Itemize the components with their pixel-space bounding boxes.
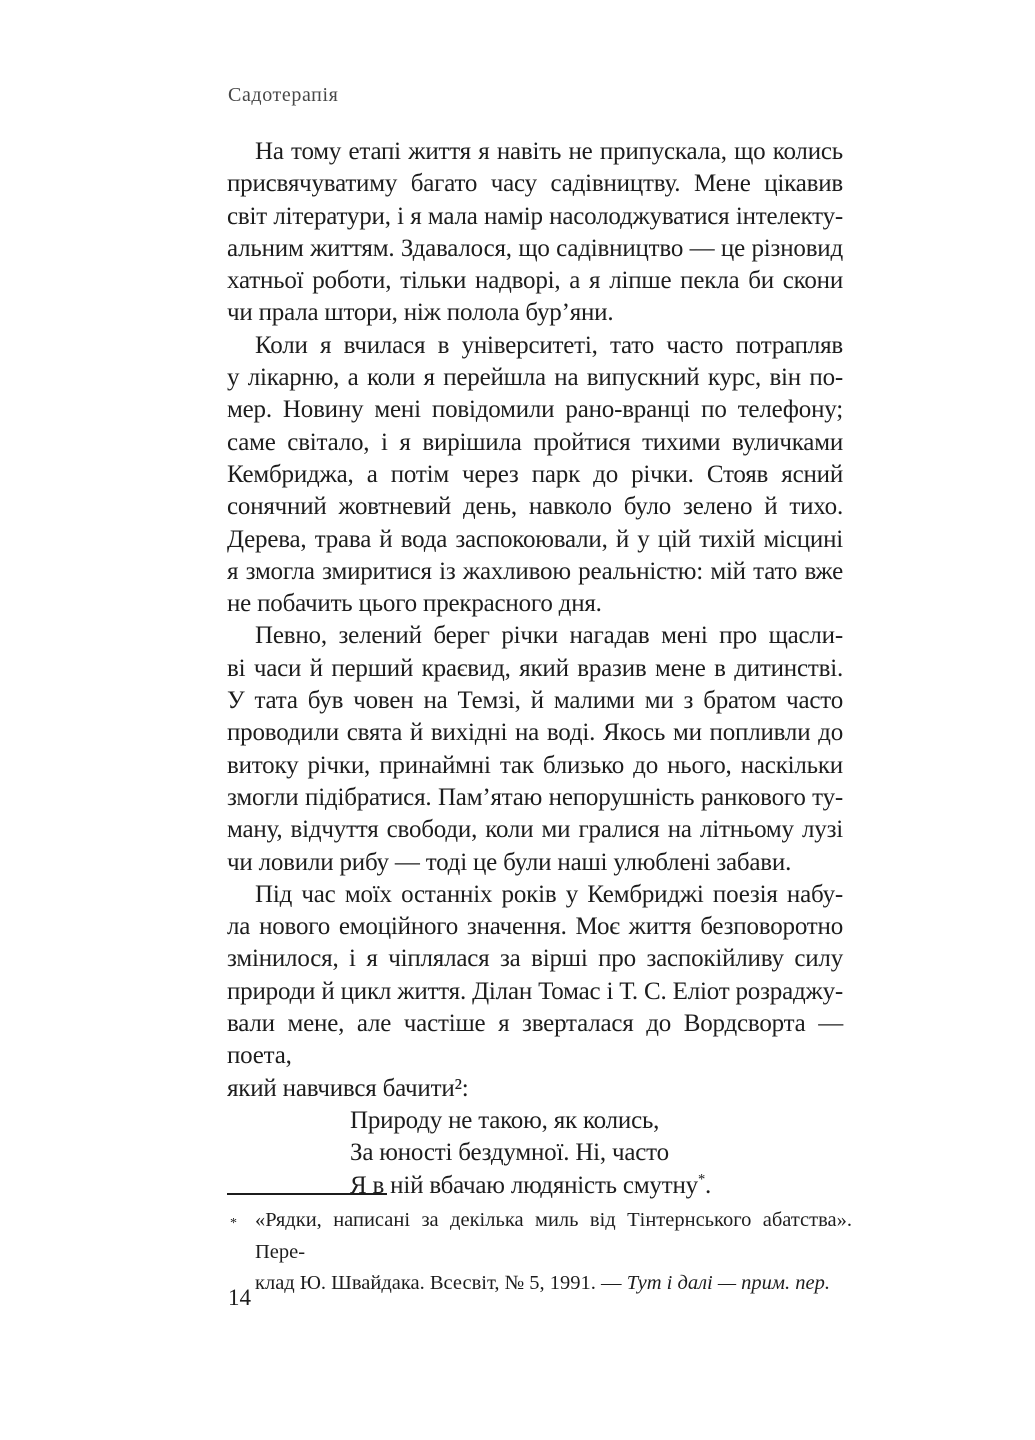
text-line: чи ловили рибу — тоді це були наші улюблені забави. [227,848,792,876]
footnote-marker: * [230,1216,237,1231]
text-line: ману, відчуття свободи, коли ми гралися на літньому лузі [227,816,843,844]
footnote-translator-note: Тут і далі — прим. пер. [626,1272,830,1294]
text-line: який навчився бачити²: [227,1074,469,1102]
poem-line-period: . [705,1171,712,1199]
text-line: природи й цикл життя. Ділан Томас і Т. С. Еліот розраджу- [227,977,843,1005]
text-line: світ літератури, і я мала намір насолоджуватися інтелекту- [227,202,843,230]
footnote-rule [227,1193,387,1195]
footnote-line: «Рядки, написані за декілька миль від Тінтернського абатства». Пере- [255,1209,852,1263]
text-line: ві часи й перший краєвид, який вразив мене в дитинстві. [227,654,843,682]
page-number: 14 [228,1285,251,1310]
footnote [227,1193,852,1300]
text-line: змінилося, і я чіплялася за вірші про заспокійливу силу [227,945,843,973]
text-line: Дерева, трава й вода заспокоювали, й у цій тихій місцині [227,525,843,553]
text-line: я змогла змиритися із жахливою реальністю: мій тато вже [227,557,843,585]
text-line: у лікарню, а коли я перейшла на випускний курс, він по- [227,364,843,392]
text-line: проводили свята й вихідні на воді. Якось ми попливли до [227,719,843,747]
text-line: сонячний жовтневий день, навколо було зелено й тихо. [227,493,843,521]
text-line: вали мене, але частіше я зверталася до Вордсворта — поета, [227,1010,843,1070]
text-line: Під час моїх останніх років у Кембриджі поезія набу- [255,880,843,908]
text-line: Кембриджа, а потім через парк до річки. Стояв ясний [227,460,843,488]
text-line: змогли підібратися. Пам’ятаю непорушність ранкового ту- [227,783,843,811]
text-line: альним життям. Здавалося, що садівництво — це різновид [227,234,843,262]
text-line: чи прала штори, ніж полола бур’яни. [227,299,614,327]
paragraph [227,879,843,1105]
text-block [227,136,843,1202]
running-head: Садотерапія [228,84,339,106]
footnote-line [255,1268,852,1300]
footnote-citation: клад Ю. Швайдака. Всесвіт, № 5, 1991. — [255,1272,627,1294]
paragraph [227,330,843,621]
poem-line: За юності бездумної. Ні, часто [350,1139,669,1167]
paragraph [227,136,843,330]
paragraph [227,620,843,878]
text-line: Певно, зелений берег річки нагадав мені про щасли- [255,622,843,650]
text-line: не побачить цього прекрасного дня. [227,590,602,618]
text-line: Коли я вчилася в університеті, тато часто потрапляв [255,331,843,359]
footnote-body [227,1205,852,1300]
text-line: На тому етапі життя я навіть не припускала, що колись [255,138,843,165]
text-line: ла нового емоційного значення. Моє життя безповоротно [227,913,843,941]
text-line: присвячуватиму багато часу садівництву. Мене цікавив [227,170,843,198]
poem-line: Природу не такою, як колись, [350,1106,660,1134]
text-line: У тата був човен на Темзі, й малими ми з братом часто [227,687,843,715]
body-paragraphs [227,136,843,1105]
text-line: витоку річки, принаймні так близько до нього, наскільки [227,751,843,779]
text-line: мер. Новину мені повідомили рано-вранці по телефону; [227,396,843,424]
poem-line-text: Я в ній вбачаю людяність смутну [350,1171,698,1199]
footnote-asterisk-marker: * [697,1171,706,1188]
poem-quote [350,1105,843,1202]
text-line: хатньої роботи, тільки надворі, а я ліпше пекла би скони [227,267,843,295]
text-line: саме світало, і я вирішила пройтися тихими вуличками [227,428,843,456]
